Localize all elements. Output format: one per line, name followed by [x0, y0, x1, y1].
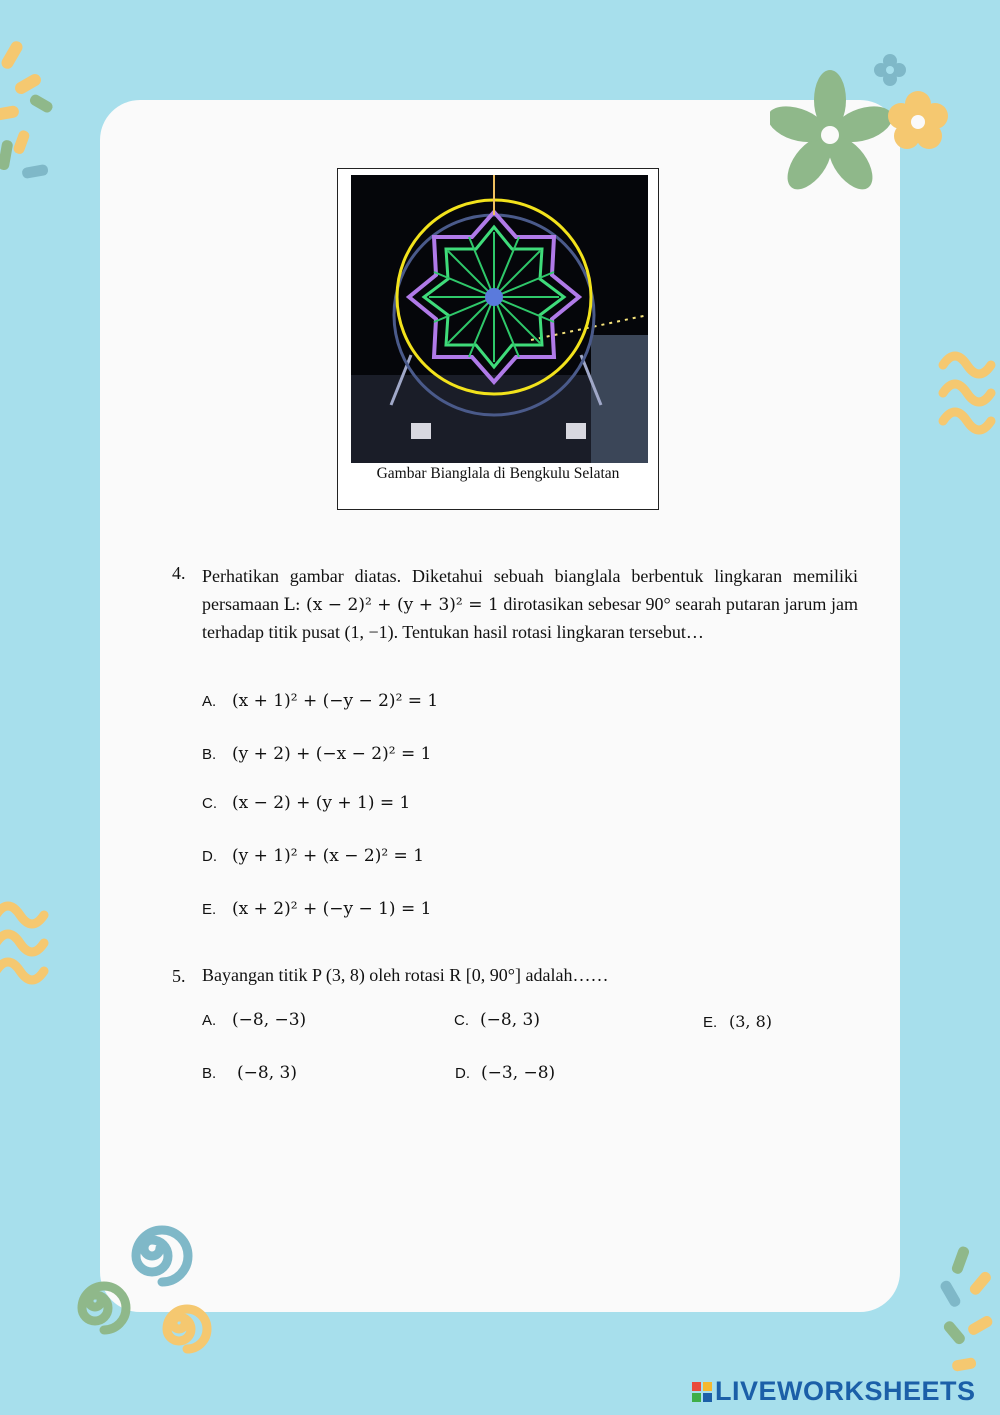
- wave-decoration-left: [0, 895, 60, 995]
- q5-option-d[interactable]: [455, 1062, 555, 1083]
- logo-text: LIVEWORKSHEETS: [715, 1376, 976, 1406]
- q4-option-d-value: (y + 1)² + (x − 2)² = 1: [232, 846, 425, 866]
- figure-box: [337, 168, 659, 510]
- question-5-text: Bayangan titik P (3, 8) oleh rotasi R [0, 90°] adalah……: [202, 965, 609, 985]
- q4-option-e-value: (x + 2)² + (−y − 1) = 1: [232, 899, 432, 919]
- q4-option-a[interactable]: [202, 690, 438, 711]
- q4-option-c-label: C.: [202, 795, 217, 812]
- q4-option-a-value: (x + 1)² + (−y − 2)² = 1: [232, 691, 439, 711]
- sprinkles-top-left: [0, 30, 80, 190]
- wave-decoration-right: [935, 345, 1000, 445]
- q5-option-e-label: E.: [703, 1014, 718, 1031]
- q4-option-e-label: E.: [202, 901, 217, 918]
- q5-option-e[interactable]: [703, 1011, 772, 1032]
- q4-option-e[interactable]: [202, 898, 431, 919]
- q5-option-a-label: A.: [202, 1012, 217, 1029]
- q4-option-a-label: A.: [202, 693, 217, 710]
- liveworksheets-icon: [692, 1382, 712, 1402]
- question-5-number: 5.: [172, 966, 186, 986]
- q5-option-d-label: D.: [455, 1065, 470, 1082]
- q5-option-c-value: (−8, 3): [480, 1010, 540, 1030]
- liveworksheets-logo[interactable]: [692, 1376, 976, 1407]
- q4-option-b[interactable]: [202, 743, 431, 764]
- q5-option-c[interactable]: [454, 1009, 540, 1030]
- q5-option-a[interactable]: [202, 1009, 306, 1030]
- figure-caption: Gambar Bianglala di Bengkulu Selatan: [376, 465, 620, 482]
- question-4-text: [202, 563, 858, 647]
- q5-option-a-value: (−8, −3): [232, 1010, 307, 1030]
- ferris-wheel-illustration: [351, 175, 648, 463]
- q4-option-c-value: (x − 2) + (y + 1) = 1: [232, 793, 411, 813]
- sprinkles-bottom-right: [935, 1240, 1000, 1390]
- spiral-decoration: [55, 1205, 235, 1365]
- question-4-text-part1: Perhatikan gambar diatas. Diketahui sebuah bianglala berbentuk lingkaran memiliki persamaan: [202, 566, 858, 614]
- q4-option-b-value: (y + 2) + (−x − 2)² = 1: [232, 744, 432, 764]
- q4-option-b-label: B.: [202, 746, 217, 763]
- q5-option-c-label: C.: [454, 1012, 469, 1029]
- flower-decoration: [770, 50, 960, 200]
- q5-option-b-value: (−8, 3): [237, 1063, 297, 1083]
- q5-option-d-value: (−3, −8): [481, 1063, 556, 1083]
- q4-option-d-label: D.: [202, 848, 217, 865]
- ferris-wheel-photo: [351, 175, 648, 463]
- q5-option-b-label: B.: [202, 1065, 217, 1082]
- question-4-equation: L: (x − 2)² + (y + 3)² = 1: [283, 594, 499, 615]
- question-4-text-part2: dirotasikan sebesar 90° searah putaran jarum jam terhadap titik pusat (1, −1). Tentukan hasil rotasi lingkaran tersebut…: [202, 593, 858, 642]
- q5-option-b[interactable]: [202, 1062, 297, 1083]
- q5-option-e-value: (3, 8): [729, 1012, 773, 1031]
- q4-option-c[interactable]: [202, 792, 410, 813]
- q4-option-d[interactable]: [202, 845, 424, 866]
- question-4-number: 4.: [172, 563, 186, 583]
